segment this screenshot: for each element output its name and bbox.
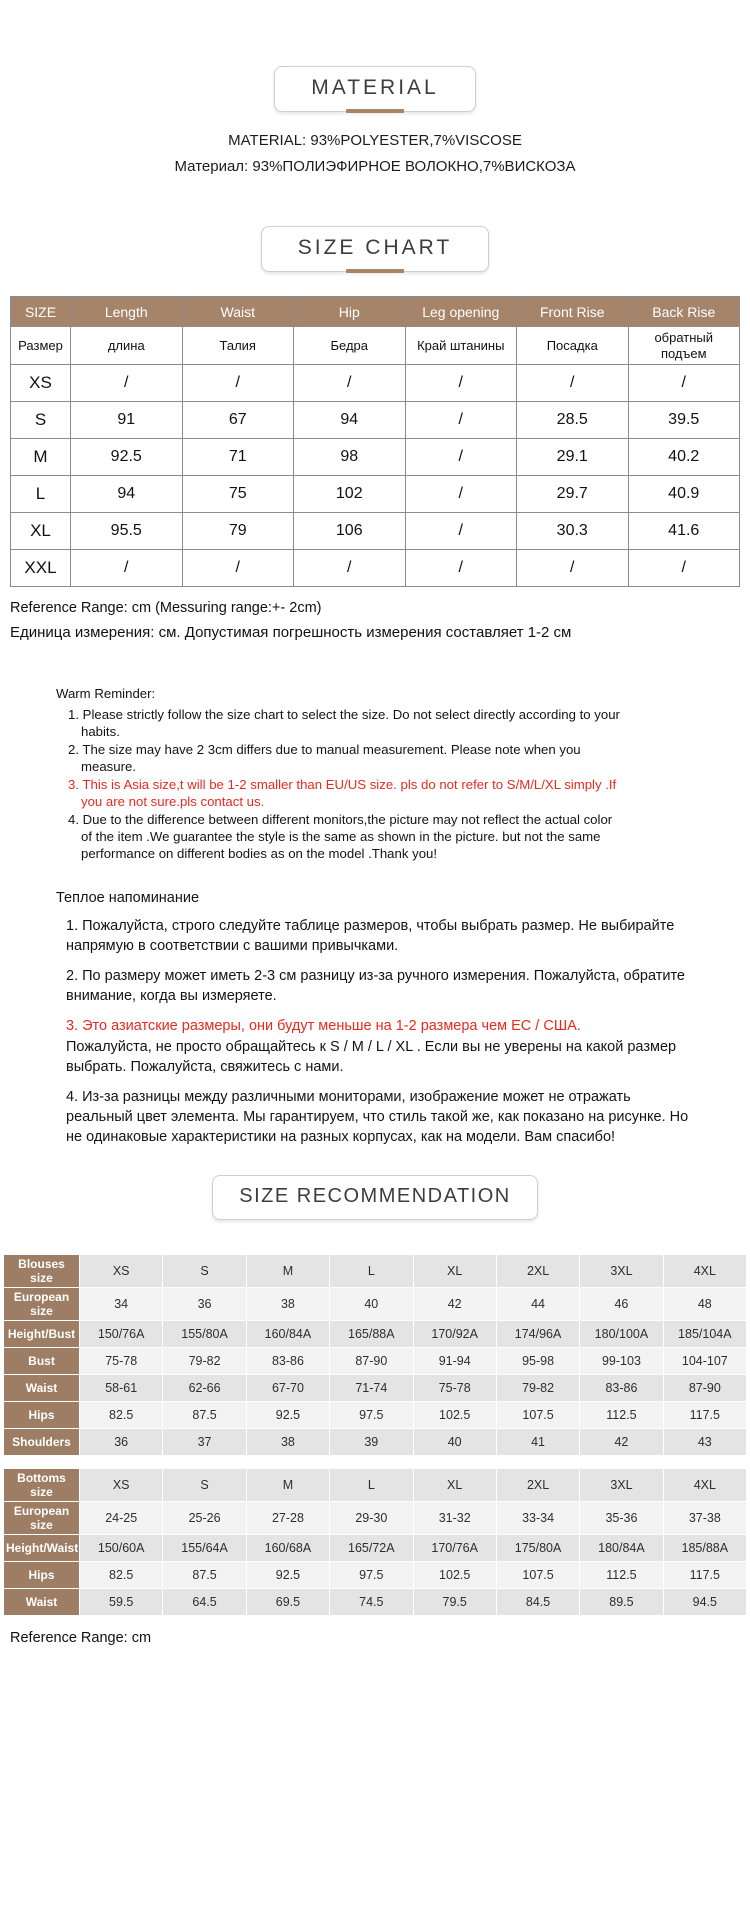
table-cell: 106 — [294, 513, 406, 550]
table-cell: 92.5 — [71, 439, 183, 476]
table-cell: 39 — [330, 1429, 413, 1456]
table-cell: 42 — [413, 1288, 496, 1321]
table-row — [4, 1321, 747, 1348]
table-cell: 87-90 — [663, 1375, 746, 1402]
table-cell: 82.5 — [80, 1402, 163, 1429]
table-cell: 38 — [246, 1288, 329, 1321]
table-cell: 39.5 — [628, 402, 740, 439]
table-row — [11, 297, 740, 327]
table-cell: 165/88A — [330, 1321, 413, 1348]
size-chart-table — [10, 296, 740, 587]
table-cell: 46 — [580, 1288, 663, 1321]
table-row — [4, 1288, 747, 1321]
material-info — [0, 128, 750, 180]
table-cell: 117.5 — [663, 1402, 746, 1429]
table-cell: 59.5 — [80, 1589, 163, 1616]
table-cell: Край штанины — [405, 327, 517, 365]
table-cell: 112.5 — [580, 1402, 663, 1429]
table-cell: / — [182, 550, 294, 587]
table-cell: 155/64A — [163, 1535, 246, 1562]
table-cell: 25-26 — [163, 1502, 246, 1535]
table-cell: / — [182, 365, 294, 402]
size-chart-title: SIZE CHART — [297, 236, 453, 259]
size-recommendation-header — [212, 1175, 537, 1220]
table-cell: 43 — [663, 1429, 746, 1456]
table-cell: 3XL — [580, 1255, 663, 1288]
table-row — [4, 1348, 747, 1375]
table-cell: European size — [4, 1288, 80, 1321]
warm-reminder-title: Warm Reminder: — [56, 686, 156, 701]
table-row — [11, 513, 740, 550]
table-cell: XS — [80, 1255, 163, 1288]
table-cell: S — [163, 1255, 246, 1288]
ru-reminder-item-4: 4. Из-за разницы между различными мониторами, изображение может не отражать реальный цвет элемента. Мы гарантируем, что стиль такой же, как показано на рисунке. Но не одинаковые характеристики на разных корпусах, как на модели. Вам спасибо! — [66, 1089, 689, 1145]
table-cell: / — [405, 513, 517, 550]
table-cell: L — [11, 476, 71, 513]
table-cell: 107.5 — [496, 1562, 579, 1589]
warm-reminder-item-3: 3. This is Asia size,t will be 1-2 smaller than EU/US size. pls do not refer to S/M/L/XL simply .If you are not sure.pls contact us. — [68, 777, 617, 809]
table-cell: 87.5 — [163, 1562, 246, 1589]
table-cell: / — [628, 365, 740, 402]
table-cell: L — [330, 1255, 413, 1288]
table-cell: 40.9 — [628, 476, 740, 513]
table-cell: 75-78 — [80, 1348, 163, 1375]
table-cell: 2XL — [496, 1255, 579, 1288]
table-cell: 98 — [294, 439, 406, 476]
table-cell: 150/76A — [80, 1321, 163, 1348]
reference-range-en: Reference Range: cm (Messuring range:+- 2cm) — [10, 600, 322, 616]
table-cell: 71-74 — [330, 1375, 413, 1402]
table-cell: Leg opening — [405, 297, 517, 327]
header-accent-underline — [346, 269, 404, 273]
table-row — [4, 1375, 747, 1402]
table-cell: Bottoms size — [4, 1469, 80, 1502]
table-cell: 94.5 — [663, 1589, 746, 1616]
table-cell: / — [517, 550, 629, 587]
table-cell: Bust — [4, 1348, 80, 1375]
table-cell: Размер — [11, 327, 71, 365]
table-cell: 34 — [80, 1288, 163, 1321]
table-cell: 30.3 — [517, 513, 629, 550]
bottoms-size-table — [3, 1468, 747, 1616]
table-cell: 150/60A — [80, 1535, 163, 1562]
table-row — [11, 550, 740, 587]
table-cell: 48 — [663, 1288, 746, 1321]
table-row — [4, 1502, 747, 1535]
table-row — [4, 1535, 747, 1562]
table-cell: 36 — [80, 1429, 163, 1456]
table-cell: / — [405, 476, 517, 513]
header-accent-underline — [346, 109, 404, 113]
table-cell: 42 — [580, 1429, 663, 1456]
table-cell: Front Rise — [517, 297, 629, 327]
table-row — [4, 1469, 747, 1502]
table-row — [4, 1255, 747, 1288]
table-cell: 104-107 — [663, 1348, 746, 1375]
table-cell: SIZE — [11, 297, 71, 327]
table-cell: 62-66 — [163, 1375, 246, 1402]
table-cell: 41.6 — [628, 513, 740, 550]
size-chart-section-header — [261, 226, 489, 272]
table-cell: 185/104A — [663, 1321, 746, 1348]
table-cell: 40 — [330, 1288, 413, 1321]
table-cell: Hip — [294, 297, 406, 327]
table-cell: 91 — [71, 402, 183, 439]
table-cell: / — [71, 365, 183, 402]
table-cell: S — [11, 402, 71, 439]
table-cell: 87.5 — [163, 1402, 246, 1429]
table-cell: 170/76A — [413, 1535, 496, 1562]
table-cell: 102.5 — [413, 1562, 496, 1589]
table-cell: 155/80A — [163, 1321, 246, 1348]
table-cell: 3XL — [580, 1469, 663, 1502]
table-cell: 79-82 — [163, 1348, 246, 1375]
table-cell: XS — [80, 1469, 163, 1502]
table-cell: 67-70 — [246, 1375, 329, 1402]
table-cell: 94 — [71, 476, 183, 513]
table-cell: 64.5 — [163, 1589, 246, 1616]
table-cell: Length — [71, 297, 183, 327]
table-cell: / — [405, 439, 517, 476]
table-cell: / — [405, 402, 517, 439]
table-cell: XL — [413, 1469, 496, 1502]
table-cell: 79-82 — [496, 1375, 579, 1402]
table-cell: 2XL — [496, 1469, 579, 1502]
table-cell: 87-90 — [330, 1348, 413, 1375]
table-cell: 31-32 — [413, 1502, 496, 1535]
table-cell: 82.5 — [80, 1562, 163, 1589]
table-cell: Height/Bust — [4, 1321, 80, 1348]
table-cell: / — [405, 550, 517, 587]
table-cell: 4XL — [663, 1255, 746, 1288]
table-cell: 67 — [182, 402, 294, 439]
table-cell: Посадка — [517, 327, 629, 365]
table-cell: / — [294, 550, 406, 587]
table-cell: Waist — [182, 297, 294, 327]
table-cell: Shoulders — [4, 1429, 80, 1456]
table-cell: 40.2 — [628, 439, 740, 476]
table-row — [4, 1562, 747, 1589]
table-cell: / — [517, 365, 629, 402]
table-cell: длина — [71, 327, 183, 365]
table-row — [11, 327, 740, 365]
table-cell: 41 — [496, 1429, 579, 1456]
table-cell: 44 — [496, 1288, 579, 1321]
table-cell: / — [294, 365, 406, 402]
table-cell: 170/92A — [413, 1321, 496, 1348]
table-cell: Height/Waist — [4, 1535, 80, 1562]
table-cell: 79 — [182, 513, 294, 550]
table-cell: 180/100A — [580, 1321, 663, 1348]
table-cell: 4XL — [663, 1469, 746, 1502]
table-cell: 89.5 — [580, 1589, 663, 1616]
table-row — [11, 439, 740, 476]
table-cell: 175/80A — [496, 1535, 579, 1562]
table-cell: XL — [11, 513, 71, 550]
warm-reminder-item-4: 4. Due to the difference between different monitors,the picture may not reflect the actual color of the item .We guarantee the style is the same as shown in the picture. but not the same performance on different bodies as on the model .Thank you! — [68, 812, 613, 861]
table-cell: M — [246, 1255, 329, 1288]
table-cell: 95.5 — [71, 513, 183, 550]
ru-reminder-section — [56, 888, 696, 1147]
table-cell: 75 — [182, 476, 294, 513]
table-cell: 58-61 — [80, 1375, 163, 1402]
table-cell: S — [163, 1469, 246, 1502]
table-cell: 102.5 — [413, 1402, 496, 1429]
table-row — [4, 1402, 747, 1429]
material-line-ru: Материал: 93%ПОЛИЭФИРНОЕ ВОЛОКНО,7%ВИСКОЗА — [174, 158, 576, 175]
table-cell: 33-34 — [496, 1502, 579, 1535]
table-cell: 40 — [413, 1429, 496, 1456]
table-cell: Blouses size — [4, 1255, 80, 1288]
table-cell: 74.5 — [330, 1589, 413, 1616]
table-cell: 37-38 — [663, 1502, 746, 1535]
table-cell: 185/88A — [663, 1535, 746, 1562]
table-cell: 107.5 — [496, 1402, 579, 1429]
ru-reminder-item-3-rest: Пожалуйста, не просто обращайтесь к S / M / L / XL . Если вы не уверены на какой размер выбрать. Пожалуйста, свяжитесь с нами. — [66, 1039, 677, 1075]
table-cell: Талия — [182, 327, 294, 365]
table-cell: 160/84A — [246, 1321, 329, 1348]
table-cell: 174/96A — [496, 1321, 579, 1348]
table-cell: Waist — [4, 1589, 80, 1616]
table-cell: 79.5 — [413, 1589, 496, 1616]
table-cell: XS — [11, 365, 71, 402]
table-cell: 29-30 — [330, 1502, 413, 1535]
table-cell: 95-98 — [496, 1348, 579, 1375]
table-row — [11, 402, 740, 439]
table-row — [4, 1589, 747, 1616]
table-cell: Hips — [4, 1562, 80, 1589]
table-cell: 29.1 — [517, 439, 629, 476]
ru-reminder-item-3-red: 3. Это азиатские размеры, они будут меньше на 1-2 размера чем ЕС / США. — [66, 1018, 581, 1034]
table-cell: 29.7 — [517, 476, 629, 513]
table-cell: M — [11, 439, 71, 476]
table-cell: 94 — [294, 402, 406, 439]
table-cell: 83-86 — [580, 1375, 663, 1402]
ru-reminder-title: Теплое напоминание — [56, 890, 200, 906]
reference-range-bottom: Reference Range: cm — [10, 1630, 152, 1646]
table-cell: 71 — [182, 439, 294, 476]
table-cell: 117.5 — [663, 1562, 746, 1589]
table-cell: 97.5 — [330, 1402, 413, 1429]
table-cell: / — [405, 365, 517, 402]
table-cell: Waist — [4, 1375, 80, 1402]
table-cell: Бедра — [294, 327, 406, 365]
table-cell: 160/68A — [246, 1535, 329, 1562]
table-row — [11, 365, 740, 402]
table-cell: Back Rise — [628, 297, 740, 327]
table-cell: 92.5 — [246, 1562, 329, 1589]
table-cell: 36 — [163, 1288, 246, 1321]
warm-reminder-item-1: 1. Please strictly follow the size chart to select the size. Do not select directly according to your habits. — [68, 707, 620, 739]
table-cell: 28.5 — [517, 402, 629, 439]
material-line-en: MATERIAL: 93%POLYESTER,7%VISCOSE — [228, 132, 522, 149]
table-cell: 99-103 — [580, 1348, 663, 1375]
table-cell: 83-86 — [246, 1348, 329, 1375]
material-title: MATERIAL — [311, 76, 439, 99]
table-cell: 112.5 — [580, 1562, 663, 1589]
table-cell: 180/84A — [580, 1535, 663, 1562]
table-cell: 97.5 — [330, 1562, 413, 1589]
table-cell: обратный подъем — [628, 327, 740, 365]
warm-reminder-section — [56, 685, 621, 862]
warm-reminder-item-2: 2. The size may have 2 3cm differs due to manual measurement. Please note when you measure. — [68, 742, 581, 774]
table-cell: 75-78 — [413, 1375, 496, 1402]
material-section-header — [274, 66, 475, 112]
table-cell: 27-28 — [246, 1502, 329, 1535]
table-cell: 92.5 — [246, 1402, 329, 1429]
table-cell: Hips — [4, 1402, 80, 1429]
table-cell: 84.5 — [496, 1589, 579, 1616]
table-cell: European size — [4, 1502, 80, 1535]
table-cell: 35-36 — [580, 1502, 663, 1535]
table-cell: M — [246, 1469, 329, 1502]
table-cell: 102 — [294, 476, 406, 513]
table-row — [11, 476, 740, 513]
table-cell: 38 — [246, 1429, 329, 1456]
table-cell: 37 — [163, 1429, 246, 1456]
blouses-size-table — [3, 1254, 747, 1456]
size-recommendation-title: SIZE RECOMMENDATION — [239, 1185, 511, 1207]
table-cell: XXL — [11, 550, 71, 587]
table-cell: 24-25 — [80, 1502, 163, 1535]
table-cell: / — [628, 550, 740, 587]
ru-reminder-item-1: 1. Пожалуйста, строго следуйте таблице размеров, чтобы выбрать размер. Не выбирайте напрямую в соответствии с вашими привычками. — [66, 918, 675, 954]
table-cell: 69.5 — [246, 1589, 329, 1616]
table-cell: XL — [413, 1255, 496, 1288]
table-cell: 91-94 — [413, 1348, 496, 1375]
table-cell: 165/72A — [330, 1535, 413, 1562]
table-cell: L — [330, 1469, 413, 1502]
table-cell: / — [71, 550, 183, 587]
table-row — [4, 1429, 747, 1456]
ru-reminder-item-2: 2. По размеру может иметь 2-3 см разницу из-за ручного измерения. Пожалуйста, обратите внимание, когда вы измеряете. — [66, 968, 685, 1004]
reference-range-ru: Единица измерения: см. Допустимая погрешность измерения составляет 1-2 см — [10, 624, 572, 641]
